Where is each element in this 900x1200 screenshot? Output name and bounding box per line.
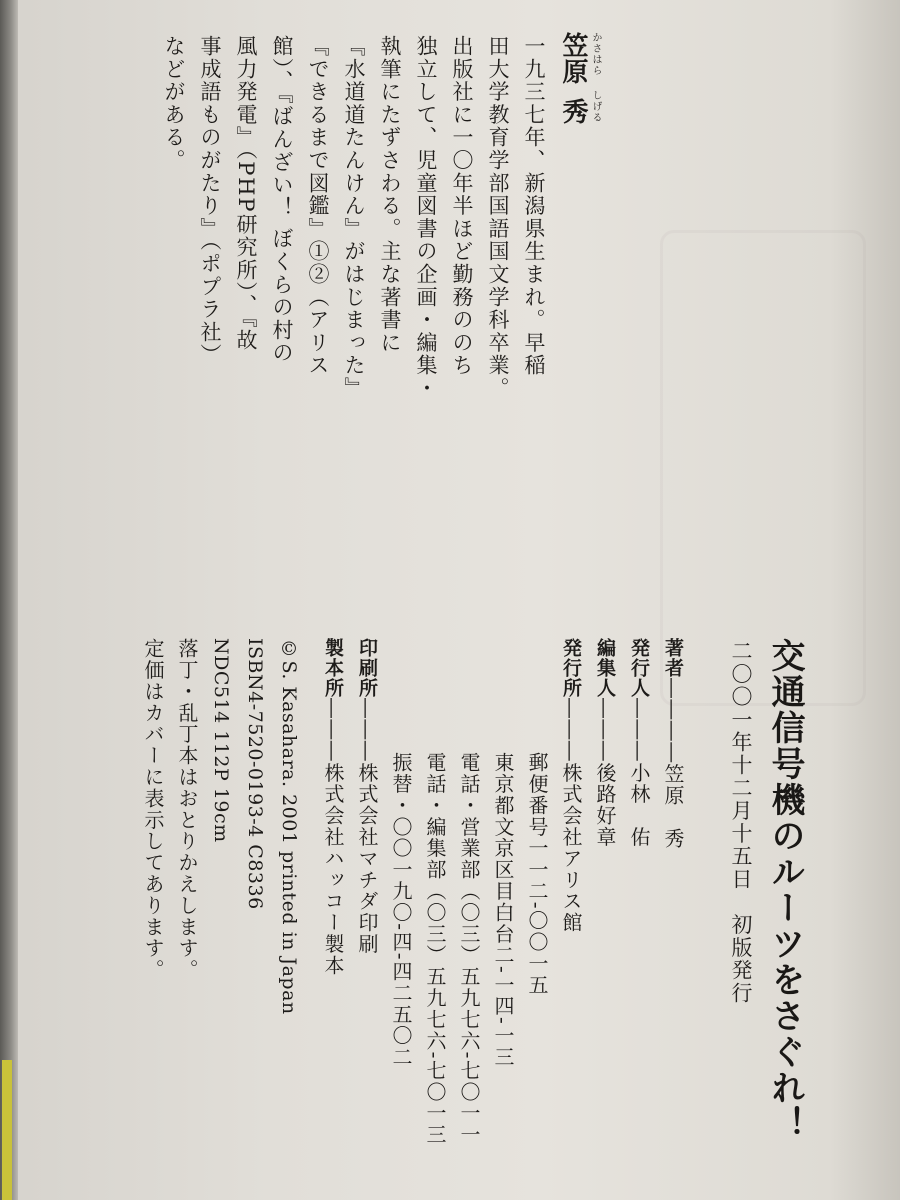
credit-dash: ――― [593,698,617,763]
publisher-postal-code: 郵便番号一一二-〇〇一五 [525,752,549,996]
credit-label: 編集人 [594,638,616,698]
credit-dash: ――― [559,698,583,763]
credit-value: 後路好章 [593,762,617,848]
bio-line: 出版社に一〇年半ほど勤務ののち [450,35,474,377]
bio-line: 館）、『ばんざい！ ぼくらの村の [270,35,294,365]
credit-printer [357,638,377,955]
credit-value: 株式会社マチダ印刷 [355,762,379,955]
credit-dash: ―――― [661,678,685,764]
adjacent-page-yellow-strip [2,1060,12,1200]
credit-label: 発行人 [628,638,650,698]
copyright-line: ©S. Kasahara. 2001 printed in Japan [278,638,300,1015]
bio-line: 『水道道たんけん』がはじまった』 [342,35,366,400]
credit-value: 笠原 秀 [661,763,685,850]
author-ruby-surname: かさはら [590,32,601,76]
publication-date: 二〇〇一年十二月十五日 初版発行 [729,640,753,1005]
show-through-frame [660,230,866,706]
credit-author [663,638,683,849]
credit-publisher-person [629,638,649,848]
author-name-given: 秀 [558,98,588,124]
book-title: 交通信号機のルーツをさぐれ！ [765,638,805,1142]
credit-label: 著者 [662,638,684,678]
bio-line: 風力発電』（PHP研究所）、『故 [234,35,258,352]
credit-dash: ――― [355,698,379,763]
author-ruby-given: しげる [590,90,601,123]
bio-line: 事成語ものがたり』（ポプラ社） [198,35,222,367]
credit-editor [595,638,615,848]
publisher-address: 東京都文京区目白台二-一四-一三 [491,752,515,1068]
publisher-phone-sales: 電話・営業部（〇三）五九七六-七〇一一 [457,752,481,1146]
bio-line: 一九三七年、新潟県生まれ。早稲 [522,35,546,377]
credit-publisher [561,638,581,933]
ndc-line: NDC514 112P 19cm [210,638,232,843]
credit-binder [323,638,343,976]
bio-line: 田大学教育学部国語国文学科卒業。 [486,35,510,400]
replacement-notice: 落丁・乱丁本はおとりかえします。 [175,638,199,981]
price-notice: 定価はカバーに表示してあります。 [141,638,165,981]
bio-line: などがある。 [162,35,186,172]
adjacent-page-edge [0,0,18,1200]
credit-dash: ――― [321,698,345,763]
bio-line: 執筆にたずさわる。主な著書に [378,35,402,355]
author-name-surname: 笠原 [558,32,588,84]
isbn-line: ISBN4-7520-0193-4 C8336 [244,638,266,910]
credit-label: 印刷所 [356,638,378,698]
credit-label: 発行所 [560,638,582,698]
credit-value: 株式会社ハッコー製本 [321,762,345,977]
bio-line: 独立して、児童図書の企画・編集・ [414,35,438,400]
credit-value: 小林 佑 [627,762,651,848]
credit-label: 製本所 [322,638,344,698]
credit-dash: ――― [627,698,651,763]
credit-value: 株式会社アリス館 [559,762,583,934]
publisher-phone-editorial: 電話・編集部（〇三）五九七六-七〇一三 [423,752,447,1146]
publisher-transfer-account: 振替・〇〇一九〇-四-四二五〇二 [389,752,413,1068]
bio-line: 『できるまで図鑑』①②（アリス [306,35,330,377]
